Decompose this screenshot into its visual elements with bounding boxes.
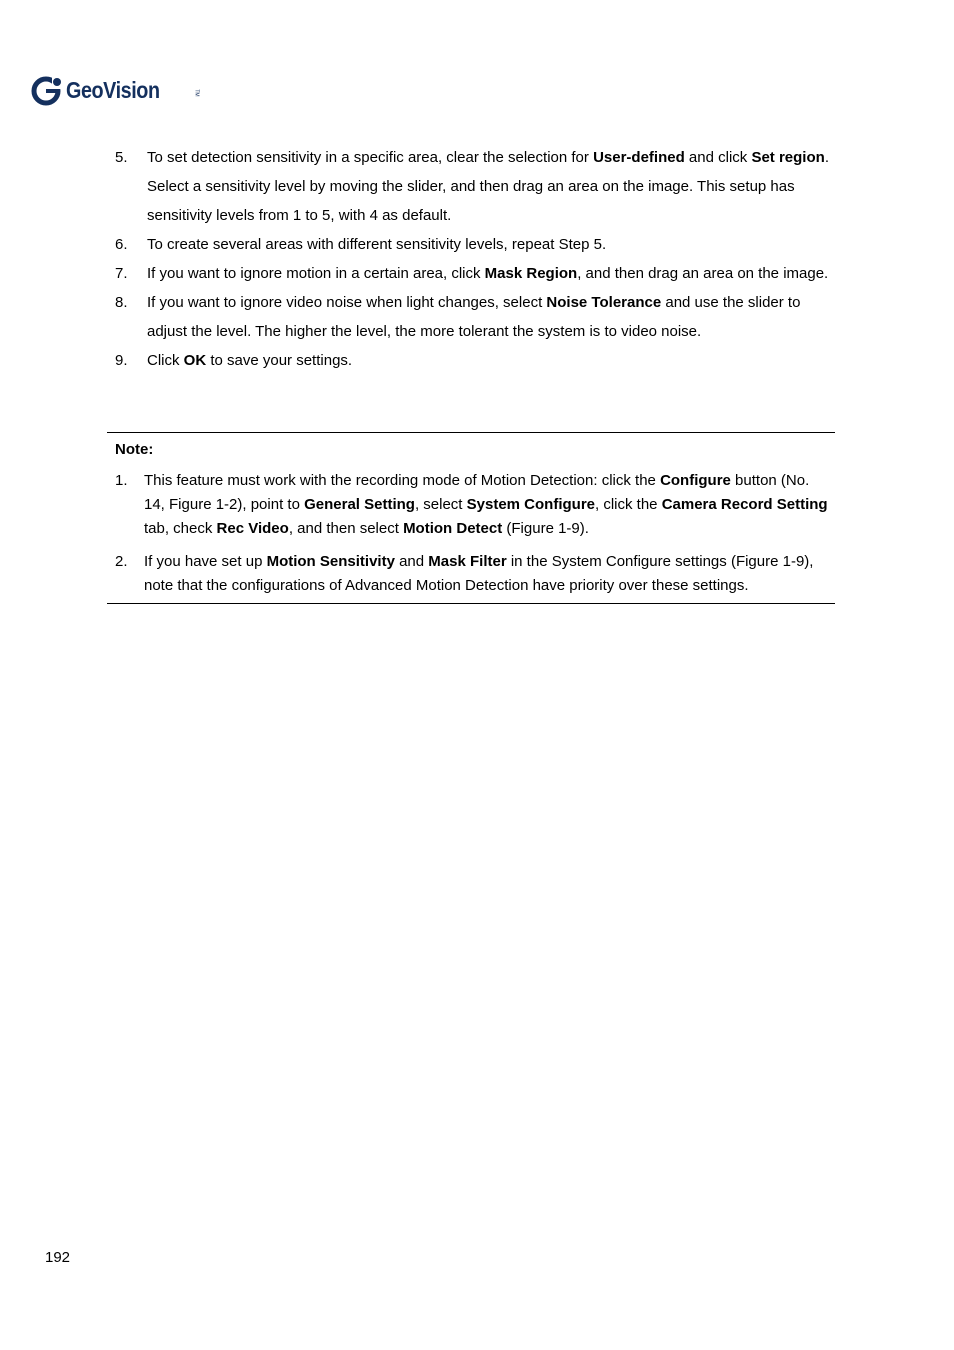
step-item xyxy=(115,288,835,346)
step-item xyxy=(115,143,835,230)
logo-trademark: TM xyxy=(193,89,200,97)
note-item xyxy=(115,550,830,598)
bold-term: Camera Record Setting xyxy=(661,496,828,513)
step-item-number: 7. xyxy=(115,265,128,282)
text-run: button (No. 14, Figure 1-2), point to xyxy=(144,472,810,513)
step-item xyxy=(115,259,835,288)
note-box xyxy=(107,432,835,604)
bold-term: Configure xyxy=(660,472,731,489)
bold-term: User-defined xyxy=(593,149,685,166)
logo-text: GeoVision xyxy=(66,76,160,103)
note-item-number: 1. xyxy=(115,472,128,489)
bold-term: Motion Detect xyxy=(403,520,503,537)
step-item xyxy=(115,230,835,259)
text-run: tab, check xyxy=(144,520,217,537)
bold-term: Motion Sensitivity xyxy=(266,553,395,570)
note-item-number: 2. xyxy=(115,553,128,570)
bold-term: Rec Video xyxy=(216,520,289,537)
text-run: If you want to ignore video noise when light changes, select xyxy=(147,294,547,311)
bold-term: General Setting xyxy=(304,496,415,513)
instruction-steps xyxy=(115,143,835,375)
note-list xyxy=(115,469,830,607)
bold-term: System Configure xyxy=(466,496,595,513)
page-number: 192 xyxy=(45,1249,71,1266)
bold-term: Noise Tolerance xyxy=(546,294,662,311)
note-title: Note: xyxy=(115,441,154,458)
note-item xyxy=(115,469,830,541)
text-run: To create several areas with different sensitivity levels, repeat Step 5. xyxy=(147,236,607,253)
text-run: and click xyxy=(684,149,752,166)
text-run: and xyxy=(394,553,429,570)
step-item-number: 9. xyxy=(115,352,128,369)
text-run: To set detection sensitivity in a specific area, clear the selection for xyxy=(147,149,594,166)
step-item-number: 5. xyxy=(115,149,128,166)
geovision-logo-icon xyxy=(30,73,64,107)
bold-term: Mask Region xyxy=(484,265,578,282)
bold-term: Mask Filter xyxy=(428,553,507,570)
step-item-number: 8. xyxy=(115,294,128,311)
step-item xyxy=(115,346,835,375)
text-run: This feature must work with the recording mode of Motion Detection: click the xyxy=(144,472,661,489)
text-run: . Select a sensitivity level by moving the slider, and then drag an area on the image. This setup has sensitivity levels from 1 to 5, with 4 as default. xyxy=(147,149,829,224)
text-run: , click the xyxy=(595,496,662,513)
text-run: If you want to ignore motion in a certain area, click xyxy=(147,265,485,282)
text-run: to save your settings. xyxy=(206,352,353,369)
step-item-number: 6. xyxy=(115,236,128,253)
text-run: Click xyxy=(147,352,184,369)
text-run: , and then drag an area on the image. xyxy=(577,265,829,282)
text-run: and use the slider to adjust the level. The higher the level, the more tolerant the system is to video noise. xyxy=(147,294,801,340)
text-run: (Figure 1-9). xyxy=(502,520,589,537)
text-run: , select xyxy=(414,496,467,513)
text-run: in the System Configure settings (Figure 1-9), note that the configurations of Advanced Motion Detection have priority over these settings. xyxy=(144,553,814,594)
text-run: If you have set up xyxy=(144,553,267,570)
bold-term: Set region xyxy=(751,149,825,166)
text-run: , and then select xyxy=(288,520,404,537)
bold-term: OK xyxy=(183,352,207,369)
geovision-logo xyxy=(30,72,200,108)
